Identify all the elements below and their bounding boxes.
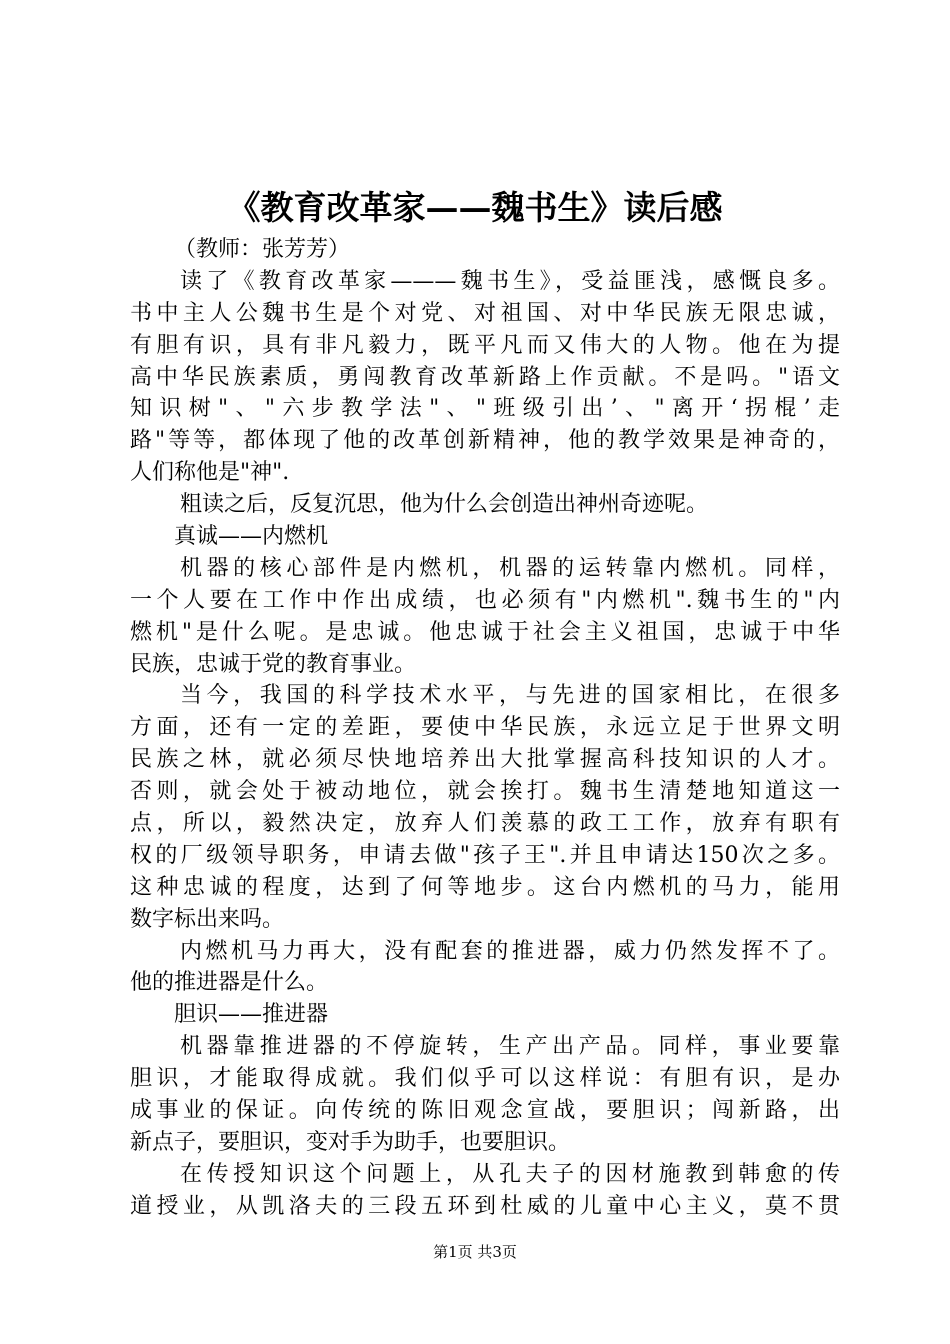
paragraph-line: 高中华民族素质，勇闯教育改革新路上作贡献。不是吗。"语文 [130,364,840,390]
paragraph-line: 粗读之后，反复沉思，他为什么会创造出神州奇迹呢。 [180,492,709,518]
paragraph-line: 否则，就会处于被动地位，就会挨打。魏书生清楚地知道这一 [130,779,840,805]
paragraph-line: 他的推进器是什么。 [130,970,329,996]
paragraph-line: 知识树"、"六步教学法"、"班级引出’、"离开‘拐棍’走 [130,396,840,422]
paragraph-line: 方面，还有一定的差距，要使中华民族，永远立足于世界文明 [130,715,840,741]
paragraph-line: 数字标出来吗。 [130,906,285,932]
paragraph-line: 民族，忠诚于党的教育事业。 [130,651,417,677]
section-heading: 胆识——推进器 [174,1002,329,1028]
paragraph-line: 机器靠推进器的不停旋转，生产出产品。同样，事业要靠 [180,1034,840,1060]
paragraph-line: 人们称他是"神". [130,460,290,486]
paragraph-line: 当今，我国的科学技术水平，与先进的国家相比，在很多 [180,683,840,709]
paragraph-line: 书中主人公魏书生是个对党、对祖国、对中华民族无限忠诚， [130,300,840,326]
paragraph-line: 一个人要在工作中作出成绩，也必须有"内燃机".魏书生的"内 [130,587,840,613]
paragraph-line: 胆识，才能取得成就。我们似乎可以这样说：有胆有识，是办 [130,1066,840,1092]
paragraph-line: 有胆有识，具有非凡毅力，既平凡而又伟大的人物。他在为提 [130,332,840,358]
paragraph-line: 机器的核心部件是内燃机，机器的运转靠内燃机。同样， [180,555,840,581]
paragraph-line: 成事业的保证。向传统的陈旧观念宣战，要胆识；闯新路，出 [130,1098,840,1124]
paragraph-line: 权的厂级领导职务，申请去做"孩子王".并且申请达150次之多。 [130,842,840,868]
paragraph-line: 燃机"是什么呢。是忠诚。他忠诚于社会主义祖国，忠诚于中华 [130,619,840,645]
paragraph-line: 路"等等，都体现了他的改革创新精神，他的教学效果是神奇的， [130,428,840,454]
document-body [130,234,840,1223]
paragraph-line: 点，所以，毅然决定，放弃人们羡慕的政工工作，放弃有职有 [130,811,840,837]
section-heading: 真诚——内燃机 [174,524,329,550]
document-title: 《教育改革家——魏书生》读后感 [227,188,723,227]
page-footer: 第1页 共3页 [433,1243,517,1261]
paragraph-line: 在传授知识这个问题上，从孔夫子的因材施教到韩愈的传 [180,1161,840,1187]
paragraph-line: 这种忠诚的程度，达到了何等地步。这台内燃机的马力，能用 [130,874,840,900]
author-line: （教师：张芳芳） [174,237,351,262]
paragraph-line: 道授业，从凯洛夫的三段五环到杜威的儿童中心主义，莫不贯 [130,1193,840,1219]
paragraph-line: 新点子，要胆识，变对手为助手，也要胆识。 [130,1129,571,1155]
paragraph-line: 民族之林，就必须尽快地培养出大批掌握高科技知识的人才。 [130,747,840,773]
paragraph-line: 读了《教育改革家———魏书生》，受益匪浅，感慨良多。 [180,268,840,294]
paragraph-line: 内燃机马力再大，没有配套的推进器，威力仍然发挥不了。 [180,938,840,964]
